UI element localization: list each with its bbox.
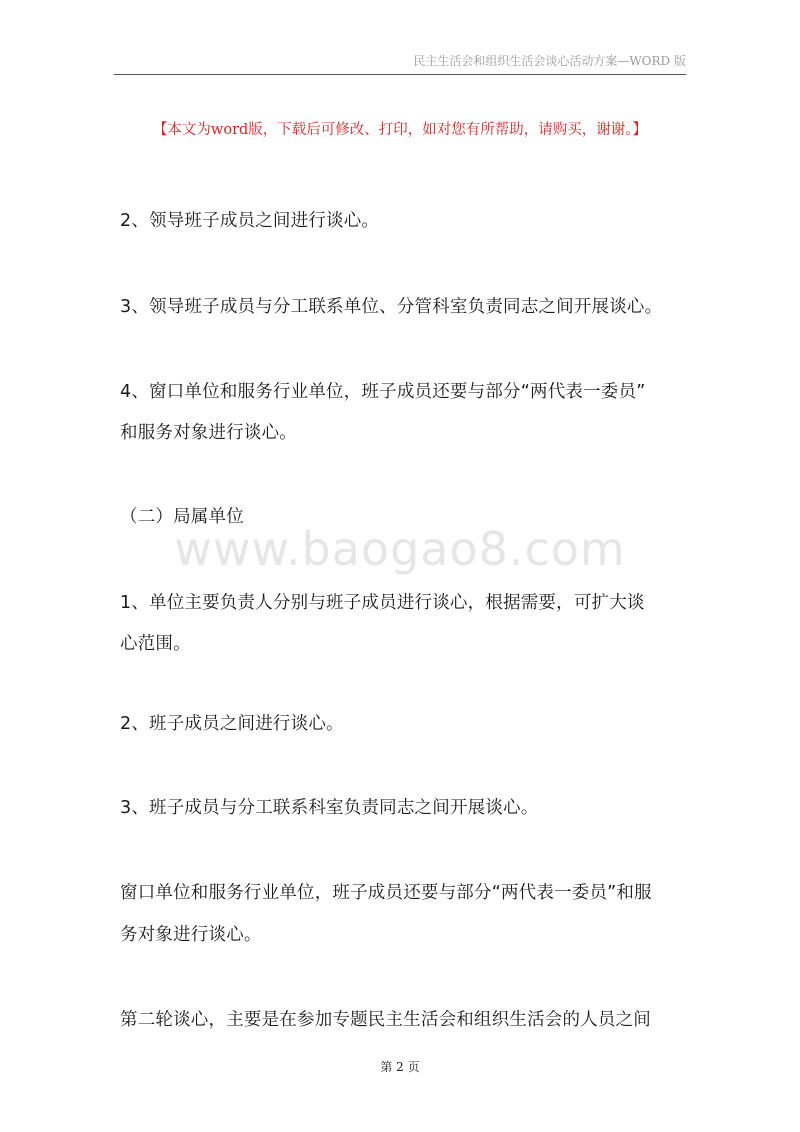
paragraph-line: 心范围。	[120, 634, 191, 654]
section-heading: （二）局属单位	[120, 507, 244, 527]
paragraph-line: 窗口单位和服务行业单位，班子成员还要与部分“两代表一委员”和服	[120, 883, 652, 903]
header-divider	[114, 74, 686, 75]
paragraph-line: 4、窗口单位和服务行业单位，班子成员还要与部分“两代表一委员”	[120, 382, 646, 402]
paragraph-line: 1、单位主要负责人分别与班子成员进行谈心，根据需要，可扩大谈	[120, 593, 645, 613]
paragraph-line: 2、领导班子成员之间进行谈心。	[120, 211, 380, 231]
purchase-notice: 【本文为word版，下载后可修改、打印，如对您有所帮助，请购买，谢谢。】	[152, 122, 648, 138]
page-number: 第 2 页	[380, 1060, 420, 1074]
paragraph-line: 3、领导班子成员与分工联系单位、分管科室负责同志之间开展谈心。	[120, 297, 663, 317]
paragraph-line: 务对象进行谈心。	[120, 925, 262, 945]
site-watermark: www.baogao8.com	[174, 522, 626, 576]
paragraph-line: 3、班子成员与分工联系科室负责同志之间开展谈心。	[120, 798, 539, 818]
document-header-title: 民主生活会和组织生活会谈心活动方案—WORD 版	[413, 54, 686, 68]
paragraph-line: 2、班子成员之间进行谈心。	[120, 714, 344, 734]
paragraph-line: 和服务对象进行谈心。	[120, 423, 297, 443]
paragraph-line: 第二轮谈心，主要是在参加专题民主生活会和组织生活会的人员之间	[120, 1010, 651, 1030]
